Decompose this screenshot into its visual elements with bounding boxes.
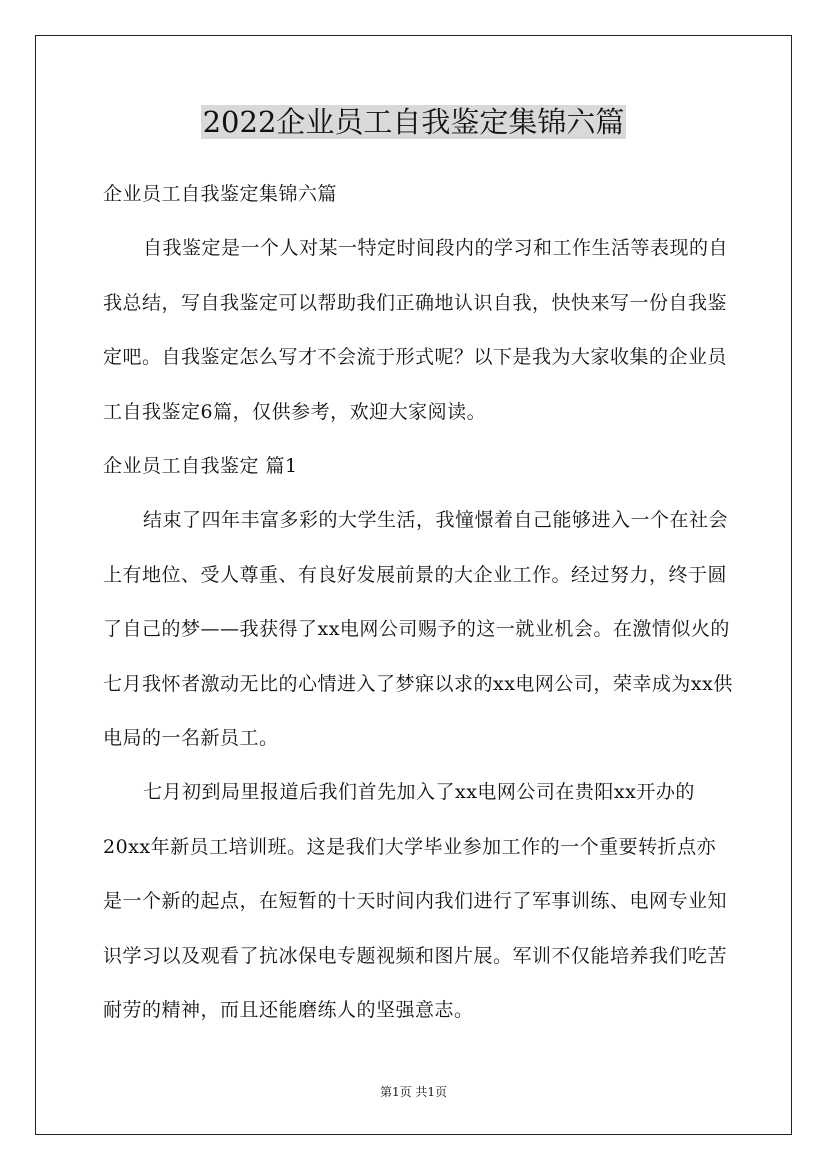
document-subtitle: 企业员工自我鉴定集锦六篇	[103, 183, 338, 205]
document-title	[0, 100, 827, 144]
section-heading: 企业员工自我鉴定 篇1	[103, 455, 298, 477]
document-title-text: 2022企业员工自我鉴定集锦六篇	[202, 105, 625, 139]
body-paragraph-1: 结束了四年丰富多彩的大学生活，我憧憬着自己能够进入一个在社会上有地位、受人尊重、有良好发展前景的大企业工作。经过努力，终于圆了自己的梦——我获得了xx电网公司赐予的这一就业机会。在激情似火的七月我怀者激动无比的心情进入了梦寐以求的xx电网公司，荣幸成为xx供电局的一名新员工。	[103, 509, 733, 749]
body-paragraph-2: 七月初到局里报道后我们首先加入了xx电网公司在贵阳xx开办的20xx年新员工培训班。这是我们大学毕业参加工作的一个重要转折点亦是一个新的起点，在短暂的十天时间内我们进行了军事训练、电网专业知识学习以及观看了抗冰保电专题视频和图片展。军训不仅能培养我们吃苦耐劳的精神，而且还能磨练人的坚强意志。	[103, 781, 728, 1021]
page-footer: 第1页 共1页	[379, 1085, 448, 1099]
intro-paragraph: 自我鉴定是一个人对某一特定时间段内的学习和工作生活等表现的自我总结，写自我鉴定可以帮助我们正确地认识自我，快快来写一份自我鉴定吧。自我鉴定怎么写才不会流于形式呢？以下是我为大家收集的企业员工自我鉴定6篇，仅供参考，欢迎大家阅读。	[103, 237, 729, 423]
